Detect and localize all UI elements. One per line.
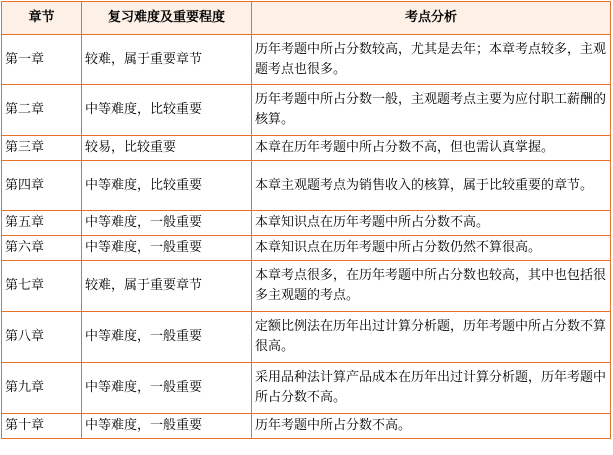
table-header-row (2, 2, 611, 35)
difficulty-cell: 中等难度，一般重要 (82, 236, 252, 261)
table-row (2, 312, 611, 363)
analysis-cell: 本章在历年考题中所占分数不高，但也需认真掌握。 (252, 136, 611, 161)
analysis-cell: 历年考题中所占分数较高，尤其是去年；本章考点较多，主观题考点也很多。 (252, 35, 611, 85)
difficulty-cell: 较易，比较重要 (82, 136, 252, 161)
analysis-cell: 本章知识点在历年考题中所占分数不高。 (252, 211, 611, 236)
chapter-cell: 第二章 (2, 85, 82, 136)
difficulty-cell: 中等难度，一般重要 (82, 363, 252, 414)
chapter-cell: 第五章 (2, 211, 82, 236)
analysis-cell: 本章主观题考点为销售收入的核算，属于比较重要的章节。 (252, 161, 611, 211)
difficulty-cell: 中等难度，一般重要 (82, 211, 252, 236)
table-row (2, 35, 611, 85)
table-row (2, 236, 611, 261)
table-row (2, 261, 611, 312)
chapter-cell: 第九章 (2, 363, 82, 414)
table-row (2, 161, 611, 211)
difficulty-cell: 中等难度，比较重要 (82, 85, 252, 136)
analysis-cell: 采用品种法计算产品成本在历年出过计算分析题，历年考题中所占分数不高。 (252, 363, 611, 414)
difficulty-cell: 中等难度，比较重要 (82, 161, 252, 211)
table-row (2, 85, 611, 136)
header-chapter: 章节 (2, 2, 82, 35)
chapter-cell: 第三章 (2, 136, 82, 161)
header-analysis: 考点分析 (252, 2, 611, 35)
analysis-cell: 本章知识点在历年考题中所占分数仍然不算很高。 (252, 236, 611, 261)
chapter-cell: 第七章 (2, 261, 82, 312)
table-row (2, 414, 611, 439)
analysis-cell: 定额比例法在历年出过计算分析题，历年考题中所占分数不算很高。 (252, 312, 611, 363)
analysis-cell: 历年考题中所占分数不高。 (252, 414, 611, 439)
chapter-cell: 第八章 (2, 312, 82, 363)
analysis-cell: 本章考点很多，在历年考题中所占分数也较高，其中也包括很多主观题的考点。 (252, 261, 611, 312)
chapter-cell: 第四章 (2, 161, 82, 211)
chapter-cell: 第六章 (2, 236, 82, 261)
table-row (2, 363, 611, 414)
table-row (2, 211, 611, 236)
difficulty-cell: 中等难度，一般重要 (82, 414, 252, 439)
table-row (2, 136, 611, 161)
difficulty-cell: 较难，属于重要章节 (82, 261, 252, 312)
chapter-cell: 第十章 (2, 414, 82, 439)
difficulty-cell: 较难，属于重要章节 (82, 35, 252, 85)
chapter-cell: 第一章 (2, 35, 82, 85)
chapter-review-table (1, 1, 611, 439)
header-difficulty: 复习难度及重要程度 (82, 2, 252, 35)
analysis-cell: 历年考题中所占分数一般，主观题考点主要为应付职工薪酬的核算。 (252, 85, 611, 136)
difficulty-cell: 中等难度，一般重要 (82, 312, 252, 363)
